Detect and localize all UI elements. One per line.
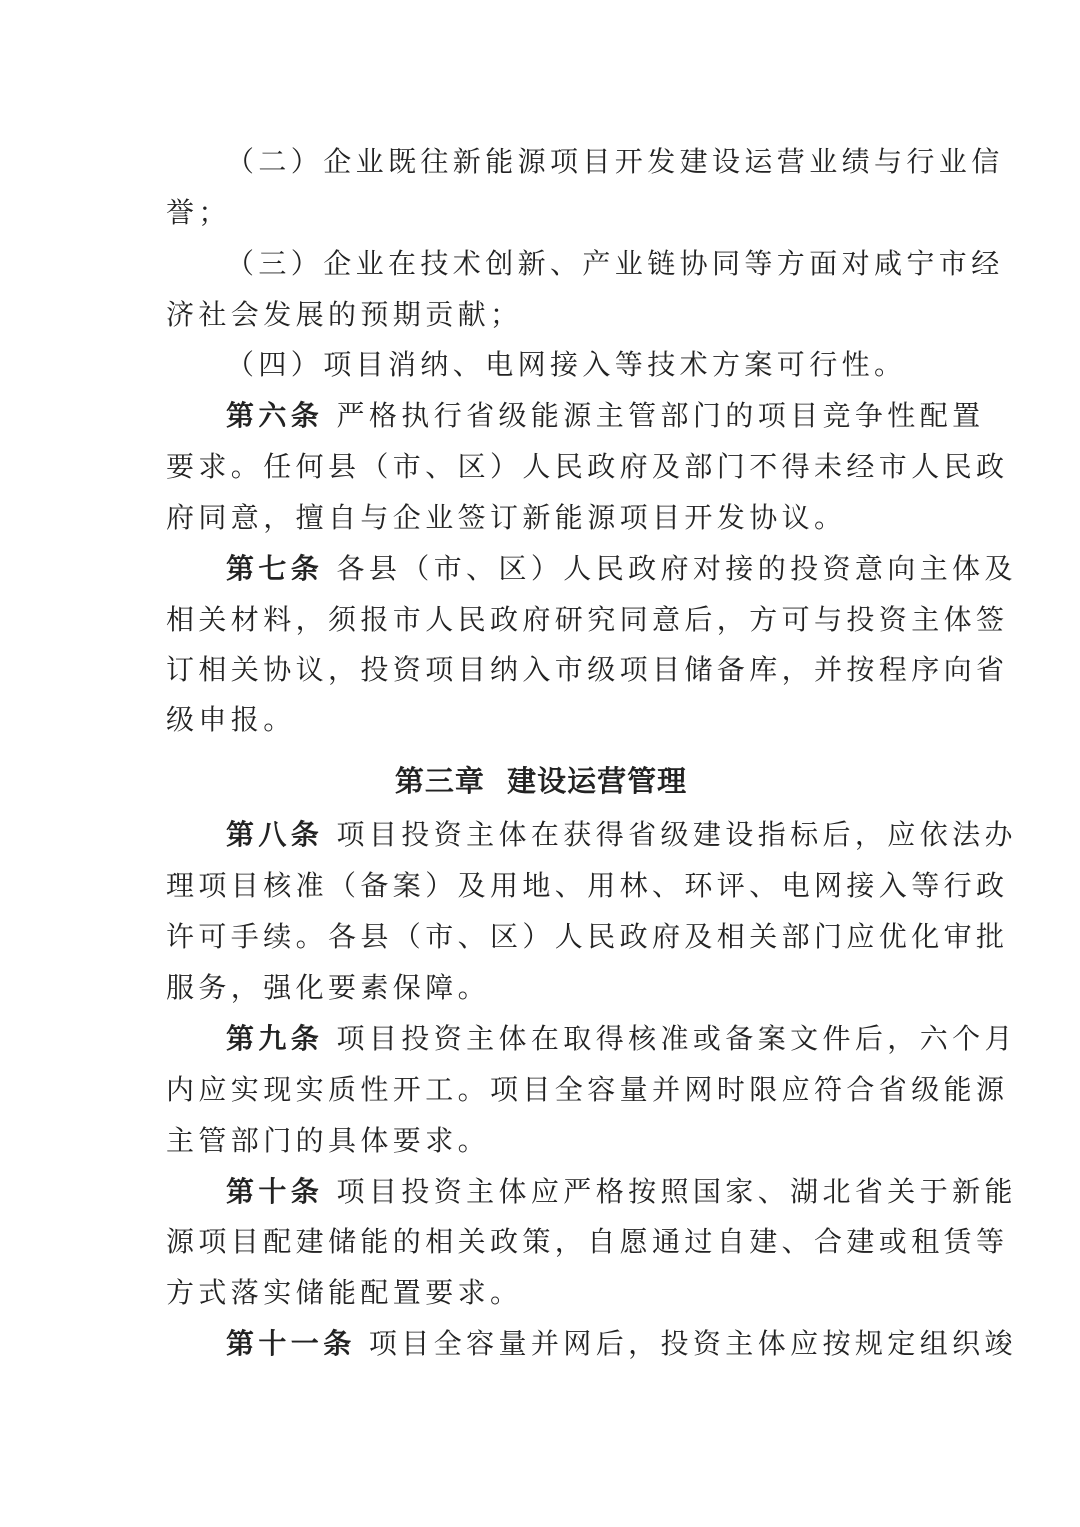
article-7-line-1 (226, 549, 1017, 589)
article-8-line-1 (226, 815, 1017, 855)
article-10-heading: 第十条 (226, 1175, 324, 1208)
article-10-line-1 (226, 1172, 1017, 1212)
article-8-line-4: 服务，强化要素保障。 (166, 971, 491, 1004)
article-6-heading: 第六条 (226, 399, 324, 432)
article-8-heading: 第八条 (226, 818, 324, 851)
article-6-line-1 (226, 396, 986, 436)
article-10-text: 项目投资主体应严格按照国家、湖北省关于新能 (323, 1175, 1017, 1208)
article-9-line-2: 内应实现实质性开工。项目全容量并网时限应符合省级能源 (166, 1073, 1009, 1106)
article-8-text: 项目投资主体在获得省级建设指标后，应依法办 (323, 818, 1017, 851)
article-7-line-2: 相关材料，须报市人民政府研究同意后，方可与投资主体签 (166, 603, 1009, 636)
article-7-line-3: 订相关协议，投资项目纳入市级项目储备库，并按程序向省 (166, 653, 1009, 686)
article-7-line-4: 级申报。 (166, 703, 296, 736)
article-7-text: 各县（市、区）人民政府对接的投资意向主体及 (323, 552, 1017, 585)
article-11-heading: 第十一条 (226, 1327, 356, 1360)
item-3-line-2: 济社会发展的预期贡献； (166, 298, 523, 331)
article-8-line-2: 理项目核准（备案）及用地、用林、环评、电网接入等行政 (166, 869, 1009, 902)
article-9-heading: 第九条 (226, 1022, 324, 1055)
article-9-text: 项目投资主体在取得核准或备案文件后，六个月 (323, 1022, 1017, 1055)
article-11-text: 项目全容量并网后，投资主体应按规定组织竣 (355, 1327, 1017, 1360)
article-8-line-3: 许可手续。各县（市、区）人民政府及相关部门应优化审批 (166, 920, 1009, 953)
article-9-line-1 (226, 1019, 1017, 1059)
item-2-line-1: （二）企业既往新能源项目开发建设运营业绩与行业信 (226, 145, 1004, 178)
article-11-line-1 (226, 1324, 1017, 1364)
article-10-line-3: 方式落实储能配置要求。 (166, 1276, 523, 1309)
article-9-line-3: 主管部门的具体要求。 (166, 1124, 491, 1157)
article-10-line-2: 源项目配建储能的相关政策，自愿通过自建、合建或租赁等 (166, 1225, 1009, 1258)
item-2-line-2: 誉； (166, 196, 231, 229)
item-4-line-1: （四）项目消纳、电网接入等技术方案可行性。 (226, 348, 907, 381)
chapter-heading: 第三章 建设运营管理 (394, 764, 688, 798)
article-7-heading: 第七条 (226, 552, 324, 585)
item-3-line-1: （三）企业在技术创新、产业链协同等方面对咸宁市经 (226, 247, 1004, 280)
article-6-line-3: 府同意，擅自与企业签订新能源项目开发协议。 (166, 501, 847, 534)
article-6-line-2: 要求。任何县（市、区）人民政府及部门不得未经市人民政 (166, 450, 1009, 483)
article-6-text: 严格执行省级能源主管部门的项目竞争性配置 (323, 399, 985, 432)
